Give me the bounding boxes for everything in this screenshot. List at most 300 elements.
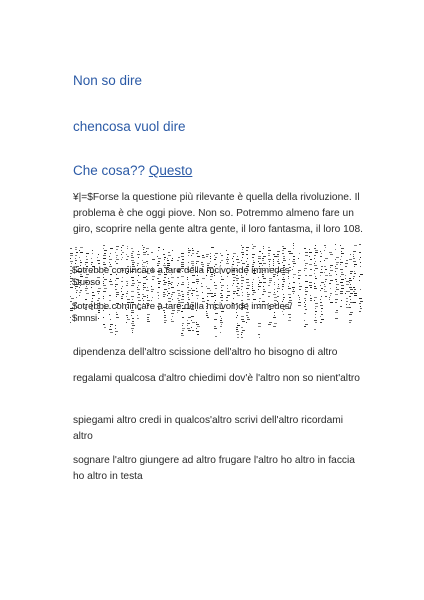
glitch-mark	[349, 287, 352, 288]
glitch-mark	[340, 245, 341, 246]
glitch-mark	[70, 317, 71, 318]
glitch-mark	[191, 327, 192, 328]
glitch-mark	[336, 289, 339, 290]
glitch-mark	[85, 290, 87, 291]
glitch-mark	[79, 250, 80, 251]
glitch-mark	[158, 261, 160, 262]
glitch-mark	[350, 273, 352, 274]
glitch-mark	[283, 281, 285, 282]
glitch-mark	[304, 268, 307, 269]
glitch-mark	[315, 314, 316, 315]
glitch-mark	[288, 320, 291, 321]
glitch-mark	[115, 325, 116, 326]
glitch-mark	[79, 292, 81, 293]
glitch-mark	[321, 282, 324, 283]
glitch-mark	[305, 291, 308, 292]
glitch-mark	[305, 265, 306, 266]
glitch-mark	[305, 309, 307, 310]
glitch-mark	[164, 282, 167, 283]
glitch-mark	[188, 284, 189, 285]
glitch-mark	[191, 255, 192, 256]
glitch-mark	[268, 296, 270, 297]
glitch-mark	[171, 296, 172, 297]
glitch-mark	[131, 248, 133, 249]
glitch-mark	[146, 251, 147, 252]
glitch-mark	[115, 261, 116, 262]
glitch-mark	[346, 301, 348, 302]
glitch-mark	[268, 259, 271, 260]
glitch-mark	[215, 253, 218, 254]
glitch-mark	[80, 252, 83, 253]
glitch-mark	[354, 273, 356, 274]
glitch-mark	[178, 295, 181, 296]
glitch-mark	[321, 266, 323, 267]
glitch-mark	[324, 245, 326, 246]
glitch-mark	[274, 284, 275, 285]
glitch-mark	[171, 313, 174, 314]
glitch-mark	[220, 293, 222, 294]
glitch-mark	[151, 289, 154, 290]
glitch-mark	[132, 251, 134, 252]
glitch-mark	[324, 250, 325, 251]
glitch-mark	[325, 279, 327, 280]
glitch-mark	[293, 282, 295, 283]
glitch-mark	[341, 248, 344, 249]
glitch-mark	[350, 271, 353, 272]
glitch-mark	[214, 255, 215, 256]
glitch-mark	[196, 263, 197, 264]
glitch-mark	[277, 296, 279, 297]
glitch-mark	[137, 315, 138, 316]
glitch-mark	[269, 278, 272, 279]
glitch-mark	[182, 330, 184, 331]
glitch-mark	[268, 247, 270, 248]
glitch-mark	[220, 320, 222, 321]
glitch-mark	[320, 285, 321, 286]
glitch-mark	[210, 290, 211, 291]
glitch-mark	[273, 259, 274, 260]
glitch-mark	[98, 263, 100, 264]
glitch-mark	[104, 253, 106, 254]
glitch-mark	[314, 270, 315, 271]
glitch-mark	[350, 302, 353, 303]
glitch-mark	[346, 260, 348, 261]
glitch-mark	[227, 285, 228, 286]
glitch-mark	[283, 256, 285, 257]
glitch-mark	[207, 293, 210, 294]
glitch-mark	[171, 284, 172, 285]
glitch-mark	[226, 259, 229, 260]
glitch-mark	[131, 323, 134, 324]
glitch-mark	[109, 295, 111, 296]
glitch-mark	[182, 294, 184, 295]
glitch-mark	[233, 298, 234, 299]
glitch-mark	[197, 334, 199, 335]
glitch-mark	[227, 295, 230, 296]
glitch-mark	[320, 316, 321, 317]
glitch-mark	[321, 253, 322, 254]
glitch-mark	[314, 288, 317, 289]
glitch-mark	[310, 259, 312, 260]
glitch-mark	[80, 290, 82, 291]
glitch-mark	[172, 250, 173, 251]
glitch-mark	[122, 245, 124, 246]
garbled-line-1: $otrebbe comincare a tare della mcivoinde immedes	[72, 265, 290, 276]
glitch-mark	[340, 282, 343, 283]
glitch-mark	[349, 307, 351, 308]
glitch-mark	[299, 286, 302, 287]
glitch-mark	[98, 298, 100, 299]
glitch-mark	[207, 296, 208, 297]
glitch-mark	[138, 285, 139, 286]
glitch-mark	[103, 296, 104, 297]
glitch-mark	[321, 311, 322, 312]
glitch-mark	[121, 247, 122, 248]
glitch-mark	[310, 287, 312, 288]
glitch-mark	[324, 289, 325, 290]
glitch-mark	[336, 284, 339, 285]
glitch-mark	[202, 298, 204, 299]
glitch-mark	[232, 258, 233, 259]
glitch-mark	[92, 298, 93, 299]
glitch-mark	[70, 255, 73, 256]
glitch-mark	[151, 286, 152, 287]
glitch-mark	[147, 287, 148, 288]
glitch-mark	[191, 288, 192, 289]
glitch-mark	[127, 299, 130, 300]
glitch-mark	[127, 317, 128, 318]
glitch-mark	[147, 297, 148, 298]
glitch-mark	[127, 291, 128, 292]
glitch-mark	[163, 249, 164, 250]
glitch-mark	[196, 253, 198, 254]
glitch-mark	[132, 332, 133, 333]
glitch-mark	[299, 289, 301, 290]
glitch-mark	[206, 315, 208, 316]
glitch-mark	[335, 294, 338, 295]
glitch-mark	[292, 269, 293, 270]
glitch-mark	[247, 292, 248, 293]
glitch-mark	[359, 244, 361, 245]
glitch-mark	[321, 296, 322, 297]
glitch-mark	[221, 295, 223, 296]
glitch-mark	[210, 256, 211, 257]
paragraph-regalami: regalami qualcosa d'altro chiedimi dov'è l'altro non so nient'altro	[73, 373, 360, 384]
glitch-mark	[196, 261, 199, 262]
glitch-mark	[116, 263, 118, 264]
glitch-mark	[196, 295, 199, 296]
glitch-mark	[289, 297, 291, 298]
glitch-mark	[143, 296, 146, 297]
glitch-mark	[70, 261, 73, 262]
glitch-mark	[158, 283, 160, 284]
glitch-mark	[241, 327, 243, 328]
garbled-line-3: $otrebbe comincare a tare della mcivoinde immedes/	[72, 301, 293, 312]
glitch-mark	[314, 265, 317, 266]
glitch-mark	[187, 287, 189, 288]
glitch-mark	[158, 295, 159, 296]
glitch-mark	[330, 267, 331, 268]
glitch-mark	[137, 297, 140, 298]
glitch-mark	[335, 271, 336, 272]
glitch-mark	[282, 279, 285, 280]
glitch-mark	[360, 301, 363, 302]
glitch-mark	[116, 255, 118, 256]
glitch-mark	[241, 283, 243, 284]
glitch-mark	[104, 327, 106, 328]
glitch-mark	[345, 275, 346, 276]
glitch-mark	[309, 256, 310, 257]
glitch-mark	[163, 284, 166, 285]
glitch-mark	[187, 320, 188, 321]
glitch-mark	[310, 295, 311, 296]
glitch-mark	[330, 254, 333, 255]
glitch-mark	[360, 289, 361, 290]
glitch-mark	[320, 305, 323, 306]
glitch-mark	[345, 263, 348, 264]
glitch-mark	[163, 296, 165, 297]
glitch-mark	[246, 282, 249, 283]
glitch-mark	[214, 319, 217, 320]
glitch-mark	[197, 256, 200, 257]
glitch-mark	[116, 249, 118, 250]
glitch-mark	[97, 291, 100, 292]
glitch-mark	[115, 280, 116, 281]
glitch-mark	[122, 277, 123, 278]
glitch-mark	[127, 248, 128, 249]
glitch-mark	[253, 260, 254, 261]
glitch-mark	[233, 280, 235, 281]
glitch-mark	[354, 295, 357, 296]
glitch-mark	[172, 316, 173, 317]
glitch-mark	[274, 315, 275, 316]
glitch-mark	[71, 298, 74, 299]
glitch-mark	[210, 293, 213, 294]
glitch-mark	[236, 259, 239, 260]
glitch-mark	[345, 266, 347, 267]
glitch-mark	[202, 292, 203, 293]
glitch-mark	[98, 318, 99, 319]
glitch-mark	[116, 259, 119, 260]
glitch-mark	[283, 248, 286, 249]
glitch-mark	[305, 324, 308, 325]
glitch-mark	[236, 317, 237, 318]
glitch-mark	[103, 317, 104, 318]
glitch-mark	[262, 258, 264, 259]
glitch-mark	[353, 302, 356, 303]
glitch-mark	[298, 270, 301, 271]
glitch-mark	[277, 288, 280, 289]
glitch-mark	[211, 296, 214, 297]
glitch-mark	[349, 320, 352, 321]
glitch-mark	[329, 252, 332, 253]
glitch-mark	[320, 302, 322, 303]
glitch-mark	[147, 254, 149, 255]
glitch-mark	[252, 254, 255, 255]
glitch-mark	[196, 291, 198, 292]
glitch-mark	[192, 248, 193, 249]
glitch-mark	[178, 257, 180, 258]
glitch-mark	[142, 260, 143, 261]
glitch-mark	[221, 260, 223, 261]
glitch-mark	[236, 280, 238, 281]
glitch-mark	[293, 256, 295, 257]
glitch-mark	[315, 317, 316, 318]
glitch-mark	[354, 289, 356, 290]
glitch-mark	[103, 324, 105, 325]
glitch-mark	[241, 319, 244, 320]
paragraph-main: ¥|=$Forse la questione più rilevante è quella della rivoluzione. Il problema è che oggi piove. Non so. Potremmo almeno fare un giro, scoprire nella gente altra gente, il loro fantasma, il loro 108.	[73, 192, 363, 235]
glitch-mark	[298, 305, 301, 306]
glitch-mark	[181, 284, 184, 285]
glitch-mark	[354, 293, 357, 294]
glitch-mark	[168, 252, 170, 253]
glitch-mark	[103, 281, 104, 282]
glitch-mark	[258, 261, 259, 262]
glitch-mark	[115, 286, 116, 287]
glitch-mark	[321, 314, 323, 315]
glitch-mark	[137, 263, 139, 264]
glitch-mark	[360, 306, 361, 307]
glitch-mark	[353, 261, 356, 262]
glitch-mark	[293, 289, 294, 290]
glitch-mark	[214, 282, 215, 283]
glitch-mark	[330, 265, 333, 266]
glitch-mark	[274, 282, 275, 283]
glitch-mark	[321, 319, 324, 320]
paragraph-sognare: sognare l'altro giungere ad altro frugare l'altro ho altro in faccia ho altro in testa	[73, 455, 355, 482]
glitch-mark	[252, 294, 254, 295]
glitch-mark	[335, 266, 336, 267]
glitch-mark	[151, 291, 153, 292]
glitch-mark	[292, 287, 295, 288]
glitch-mark	[258, 286, 261, 287]
glitch-mark	[341, 274, 344, 275]
glitch-mark	[340, 306, 342, 307]
glitch-mark	[298, 302, 301, 303]
glitch-mark	[353, 254, 354, 255]
glitch-mark	[288, 278, 289, 279]
glitch-mark	[325, 269, 327, 270]
glitch-mark	[157, 263, 160, 264]
glitch-mark	[237, 334, 239, 335]
heading-chencosa: chencosa vuol dire	[73, 119, 186, 134]
glitch-mark	[314, 263, 315, 264]
glitch-mark	[143, 249, 144, 250]
glitch-mark	[304, 306, 306, 307]
questo-link[interactable]: Questo	[148, 163, 193, 178]
glitch-mark	[158, 258, 161, 259]
glitch-mark	[341, 253, 344, 254]
glitch-mark	[192, 295, 193, 296]
glitch-mark	[80, 247, 83, 248]
glitch-mark	[325, 281, 326, 282]
glitch-mark	[137, 287, 138, 288]
glitch-mark	[252, 244, 253, 245]
glitch-mark	[346, 298, 348, 299]
glitch-mark	[220, 253, 221, 254]
paragraph-dipendenza: dipendenza dell'altro scissione dell'altro ho bisogno di altro	[73, 347, 338, 358]
glitch-mark	[349, 291, 350, 292]
glitch-mark	[346, 307, 349, 308]
glitch-mark	[353, 258, 355, 259]
glitch-mark	[188, 255, 189, 256]
glitch-mark	[253, 292, 256, 293]
glitch-mark	[253, 279, 254, 280]
glitch-mark	[274, 289, 275, 290]
glitch-mark	[142, 245, 143, 246]
glitch-mark	[269, 282, 271, 283]
glitch-mark	[131, 296, 134, 297]
glitch-mark	[237, 290, 239, 291]
glitch-mark	[196, 328, 197, 329]
glitch-mark	[247, 285, 250, 286]
glitch-mark	[116, 278, 119, 279]
glitch-mark	[288, 251, 291, 252]
glitch-mark	[70, 276, 71, 277]
glitch-mark	[132, 262, 135, 263]
glitch-mark	[314, 329, 316, 330]
glitch-mark	[258, 289, 259, 290]
glitch-mark	[164, 277, 166, 278]
glitch-mark	[181, 335, 184, 336]
glitch-mark	[168, 283, 171, 284]
glitch-mark	[143, 254, 146, 255]
glitch-mark	[220, 282, 221, 283]
glitch-mark	[247, 258, 248, 259]
glitch-mark	[210, 279, 212, 280]
glitch-mark	[70, 248, 72, 249]
glitch-mark	[227, 261, 228, 262]
glitch-mark	[273, 254, 275, 255]
glitch-mark	[278, 259, 279, 260]
glitch-mark	[116, 294, 119, 295]
glitch-mark	[305, 263, 308, 264]
glitch-mark	[315, 308, 316, 309]
glitch-mark	[196, 288, 197, 289]
glitch-mark	[263, 248, 264, 249]
glitch-mark	[233, 253, 236, 254]
glitch-mark	[325, 275, 328, 276]
glitch-mark	[221, 290, 223, 291]
glitch-mark	[191, 293, 193, 294]
glitch-mark	[346, 304, 347, 305]
glitch-mark	[335, 279, 337, 280]
glitch-mark	[246, 254, 248, 255]
glitch-mark	[320, 322, 322, 323]
garbled-line-2: $tuoso	[72, 277, 101, 288]
glitch-mark	[233, 291, 236, 292]
glitch-mark	[258, 323, 261, 324]
glitch-mark	[299, 299, 300, 300]
glitch-mark	[131, 291, 134, 292]
glitch-mark	[283, 277, 284, 278]
glitch-mark	[197, 283, 198, 284]
glitch-mark	[236, 286, 238, 287]
glitch-mark	[335, 312, 338, 313]
glitch-mark	[247, 296, 249, 297]
glitch-mark	[191, 261, 194, 262]
glitch-mark	[263, 278, 266, 279]
glitch-mark	[168, 281, 170, 282]
glitch-mark	[329, 297, 330, 298]
glitch-overlay	[68, 243, 364, 343]
glitch-mark	[163, 294, 166, 295]
glitch-mark	[246, 322, 247, 323]
glitch-mark	[167, 295, 168, 296]
glitch-mark	[151, 252, 153, 253]
glitch-mark	[349, 259, 352, 260]
